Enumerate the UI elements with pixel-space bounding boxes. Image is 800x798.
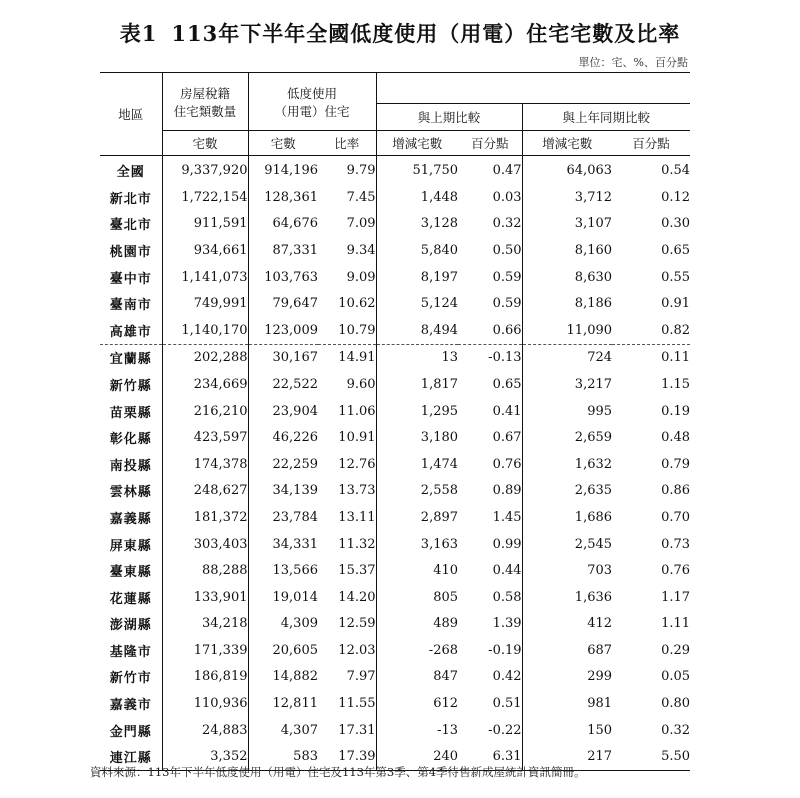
cell-ratio: 12.76: [318, 451, 376, 478]
cell-prev-change: 13: [376, 344, 458, 371]
table-row: [100, 451, 690, 478]
cell-tax-units: 181,372: [162, 504, 248, 531]
cell-ratio: 13.11: [318, 504, 376, 531]
cell-year-pct: 0.86: [661, 483, 691, 499]
cell-tax-units: 216,210: [162, 398, 248, 425]
cell-year-change: 2,659: [574, 430, 613, 446]
cell-prev-change: 410: [433, 563, 459, 579]
cell-year-pct: 0.55: [661, 269, 691, 285]
cell-ratio: 12.59: [318, 611, 376, 638]
cell-region: 全國: [100, 156, 162, 185]
cell-prev-pct: 0.89: [458, 478, 522, 505]
cell-region: 新竹縣: [100, 371, 162, 398]
cell-year-pct: 0.80: [661, 696, 691, 712]
cell-tax-units: 234,669: [162, 371, 248, 398]
cell-prev-change: 489: [433, 616, 459, 632]
cell-low-units: 20,605: [272, 642, 318, 658]
cell-prev-change: 240: [376, 743, 458, 770]
cell-year-pct: 0.48: [661, 430, 691, 446]
cell-prev-change: -268: [428, 642, 459, 658]
cell-tax-units: 202,288: [162, 344, 248, 371]
header-prev-period: 與上期比較: [376, 104, 522, 131]
cell-region: 高雄市: [100, 317, 162, 344]
cell-prev-change: 805: [433, 589, 459, 605]
cell-region: 金門縣: [100, 717, 162, 744]
table-body: [100, 156, 690, 771]
cell-prev-pct: -0.19: [458, 637, 522, 664]
cell-low-units: 23,784: [272, 509, 318, 525]
cell-ratio: 12.03: [318, 637, 376, 664]
header-sub-units: 宅數: [162, 131, 248, 156]
header-tax-units: [162, 73, 248, 131]
statistics-table: [100, 72, 690, 771]
cell-low-units: 64,676: [272, 216, 318, 232]
table-title: 113年下半年全國低度使用（用電）住宅宅數及比率: [171, 21, 681, 46]
table-row: [100, 371, 690, 398]
cell-year-change: 150: [587, 722, 613, 738]
cell-ratio: 9.60: [318, 371, 376, 398]
cell-ratio: 17.39: [318, 743, 376, 770]
cell-year-pct: 0.32: [661, 722, 691, 738]
cell-region: 雲林縣: [100, 478, 162, 505]
cell-region: 臺北市: [100, 211, 162, 238]
cell-ratio: 17.31: [318, 717, 376, 744]
source-note: 資料來源：113年下半年低度使用（用電）住宅及113年第3季、第4季待售新成屋統計資訊簡冊。: [90, 765, 586, 779]
cell-prev-pct: 1.45: [458, 504, 522, 531]
cell-ratio: 14.20: [318, 584, 376, 611]
cell-year-change: 2,635: [574, 483, 613, 499]
header-region: 地區: [100, 73, 162, 156]
cell-year-change: 8,630: [574, 269, 613, 285]
header-sub-ratio: 比率: [318, 131, 376, 156]
cell-prev-change: 2,558: [420, 483, 459, 499]
cell-prev-pct: 1.39: [458, 611, 522, 638]
cell-tax-units: 171,339: [162, 637, 248, 664]
table-row: [100, 664, 690, 691]
cell-year-pct: 1.11: [661, 616, 691, 632]
cell-year-change: 3,217: [574, 376, 613, 392]
cell-ratio: 11.32: [318, 531, 376, 558]
cell-tax-units: 24,883: [162, 717, 248, 744]
cell-ratio: 14.91: [318, 344, 376, 371]
cell-year-change: 64,063: [566, 162, 613, 178]
cell-year-change: 3,107: [574, 216, 613, 232]
cell-year-pct: 0.19: [661, 403, 691, 419]
cell-prev-change: 2,897: [420, 509, 459, 525]
header-low-usage: [248, 73, 376, 131]
cell-prev-pct: 0.03: [458, 184, 522, 211]
cell-prev-pct: 0.44: [458, 557, 522, 584]
cell-tax-units: 911,591: [162, 211, 248, 238]
cell-low-units: 4,307: [280, 722, 318, 738]
cell-region: 新竹市: [100, 664, 162, 691]
cell-region: 宜蘭縣: [100, 344, 162, 371]
table-row: [100, 717, 690, 744]
cell-ratio: 9.34: [318, 237, 376, 264]
cell-prev-pct: 0.66: [458, 317, 522, 344]
cell-prev-pct: 0.41: [458, 398, 522, 425]
cell-low-units: 46,226: [272, 430, 318, 446]
table-row: [100, 317, 690, 344]
cell-prev-change: 3,163: [420, 536, 459, 552]
header-low-line1: 低度使用: [287, 85, 338, 101]
cell-low-units: 123,009: [264, 322, 318, 338]
cell-year-change: 217: [522, 743, 612, 770]
cell-prev-pct: 0.50: [458, 237, 522, 264]
cell-region: 嘉義市: [100, 690, 162, 717]
cell-prev-change: 8,197: [420, 269, 459, 285]
table-row: [100, 237, 690, 264]
cell-ratio: 11.06: [318, 398, 376, 425]
table-row: [100, 478, 690, 505]
cell-low-units: 128,361: [264, 189, 318, 205]
cell-ratio: 7.45: [318, 184, 376, 211]
cell-prev-pct: 0.58: [458, 584, 522, 611]
cell-region: 南投縣: [100, 451, 162, 478]
cell-year-pct: 1.17: [661, 589, 691, 605]
cell-tax-units: 1,140,170: [162, 317, 248, 344]
cell-tax-units: 1,141,073: [162, 264, 248, 291]
table-row: [100, 290, 690, 317]
cell-tax-units: 110,936: [162, 690, 248, 717]
cell-year-change: 703: [587, 563, 613, 579]
cell-ratio: 11.55: [318, 690, 376, 717]
cell-region: 連江縣: [100, 743, 162, 770]
cell-low-units: 13,566: [272, 563, 318, 579]
table-row: [100, 504, 690, 531]
cell-region: 臺中市: [100, 264, 162, 291]
cell-low-units: 34,139: [272, 483, 318, 499]
table-row: [100, 211, 690, 238]
unit-note: 單位：宅、%、百分點: [578, 56, 688, 69]
cell-low-units: 79,647: [272, 296, 318, 312]
cell-region: 基隆市: [100, 637, 162, 664]
cell-year-change: 11,090: [566, 322, 613, 338]
cell-region: 臺南市: [100, 290, 162, 317]
cell-tax-units: 9,337,920: [162, 156, 248, 185]
cell-region: 臺東縣: [100, 557, 162, 584]
table-row: [100, 531, 690, 558]
cell-tax-units: 1,722,154: [162, 184, 248, 211]
cell-tax-units: 749,991: [162, 290, 248, 317]
cell-year-pct: 0.79: [661, 456, 691, 472]
cell-year-pct: 0.29: [661, 642, 691, 658]
cell-prev-change: 847: [433, 669, 459, 685]
cell-year-pct: 1.15: [661, 376, 691, 392]
cell-region: 屏東縣: [100, 531, 162, 558]
cell-year-change: 3,712: [574, 189, 613, 205]
cell-year-change: 1,632: [574, 456, 613, 472]
cell-prev-pct: -0.22: [458, 717, 522, 744]
cell-ratio: 15.37: [318, 557, 376, 584]
table-row: [100, 557, 690, 584]
cell-prev-change: 51,750: [412, 162, 459, 178]
cell-prev-pct: 0.51: [458, 690, 522, 717]
cell-region: 嘉義縣: [100, 504, 162, 531]
cell-year-pct: 0.76: [661, 563, 691, 579]
cell-year-pct: 0.12: [661, 189, 691, 205]
table-number: 表1: [119, 21, 158, 46]
cell-year-change: 981: [587, 696, 613, 712]
cell-year-pct: 0.11: [612, 344, 690, 371]
cell-year-change: 2,545: [574, 536, 613, 552]
cell-prev-change: 1,295: [420, 403, 459, 419]
header-sub-year-change: 增減宅數: [522, 131, 612, 156]
cell-prev-change: 1,448: [420, 189, 459, 205]
table-row: [100, 344, 690, 371]
cell-low-units: 103,763: [264, 269, 318, 285]
cell-year-pct: 0.82: [661, 322, 691, 338]
cell-low-units: 19,014: [272, 589, 318, 605]
cell-region: 新北市: [100, 184, 162, 211]
cell-prev-pct: 0.65: [458, 371, 522, 398]
cell-ratio: 10.62: [318, 290, 376, 317]
cell-low-units: 12,811: [272, 696, 318, 712]
page-title: [0, 18, 800, 48]
header-tax-line1: 房屋稅籍: [179, 85, 230, 101]
cell-year-change: 724: [522, 344, 612, 371]
cell-region: 桃園市: [100, 237, 162, 264]
cell-prev-change: 5,124: [420, 296, 459, 312]
cell-ratio: 13.73: [318, 478, 376, 505]
cell-prev-change: 8,494: [420, 322, 459, 338]
table-row: [100, 264, 690, 291]
cell-tax-units: 303,403: [162, 531, 248, 558]
cell-year-pct: 0.73: [661, 536, 691, 552]
cell-prev-change: 1,474: [420, 456, 459, 472]
cell-tax-units: 3,352: [162, 743, 248, 770]
cell-tax-units: 186,819: [162, 664, 248, 691]
cell-region: 彰化縣: [100, 424, 162, 451]
table-row: [100, 584, 690, 611]
cell-year-change: 8,160: [574, 242, 613, 258]
cell-low-units: 14,882: [272, 669, 318, 685]
cell-year-pct: 0.30: [661, 216, 691, 232]
cell-year-pct: 0.91: [661, 296, 691, 312]
cell-prev-pct: 0.67: [458, 424, 522, 451]
cell-year-change: 1,686: [574, 509, 613, 525]
header-sub-year-pct: 百分點: [612, 131, 690, 156]
cell-ratio: 9.79: [318, 156, 376, 185]
cell-ratio: 9.09: [318, 264, 376, 291]
cell-low-units: 4,309: [280, 616, 318, 632]
cell-prev-change: 3,180: [420, 430, 459, 446]
cell-ratio: 7.97: [318, 664, 376, 691]
cell-low-units: 583: [248, 743, 318, 770]
cell-prev-pct: 0.42: [458, 664, 522, 691]
cell-low-units: 914,196: [264, 162, 318, 178]
header-low-line2: （用電）住宅: [274, 103, 350, 119]
cell-prev-change: 1,817: [420, 376, 459, 392]
cell-tax-units: 34,218: [162, 611, 248, 638]
cell-year-change: 412: [587, 616, 613, 632]
cell-tax-units: 248,627: [162, 478, 248, 505]
header-spacer: [376, 73, 690, 104]
table-row: [100, 424, 690, 451]
cell-year-pct: 0.54: [661, 162, 691, 178]
cell-prev-pct: 6.31: [458, 743, 522, 770]
cell-region: 苗栗縣: [100, 398, 162, 425]
table-row: [100, 398, 690, 425]
cell-region: 澎湖縣: [100, 611, 162, 638]
cell-year-pct: 0.65: [661, 242, 691, 258]
header-sub-prev-change: 增減宅數: [376, 131, 458, 156]
cell-year-change: 8,186: [574, 296, 613, 312]
cell-prev-pct: 0.59: [458, 264, 522, 291]
cell-prev-change: 612: [433, 696, 459, 712]
cell-year-change: 687: [587, 642, 613, 658]
table-row: [100, 690, 690, 717]
cell-tax-units: 174,378: [162, 451, 248, 478]
cell-prev-pct: -0.13: [458, 344, 522, 371]
cell-prev-change: -13: [437, 722, 459, 738]
cell-year-pct: 0.05: [661, 669, 691, 685]
cell-low-units: 87,331: [272, 242, 318, 258]
cell-low-units: 34,331: [272, 536, 318, 552]
cell-tax-units: 88,288: [162, 557, 248, 584]
cell-prev-change: 5,840: [420, 242, 459, 258]
cell-prev-pct: 0.76: [458, 451, 522, 478]
cell-tax-units: 423,597: [162, 424, 248, 451]
cell-ratio: 7.09: [318, 211, 376, 238]
cell-region: 花蓮縣: [100, 584, 162, 611]
cell-tax-units: 934,661: [162, 237, 248, 264]
cell-tax-units: 133,901: [162, 584, 248, 611]
header-sub-prev-pct: 百分點: [458, 131, 522, 156]
cell-low-units: 23,904: [272, 403, 318, 419]
cell-prev-pct: 0.59: [458, 290, 522, 317]
cell-ratio: 10.91: [318, 424, 376, 451]
cell-low-units: 22,259: [272, 456, 318, 472]
header-sub-low-units: 宅數: [248, 131, 318, 156]
cell-year-pct: 0.70: [661, 509, 691, 525]
cell-ratio: 10.79: [318, 317, 376, 344]
header-tax-line2: 住宅類數量: [173, 103, 237, 119]
cell-prev-pct: 0.32: [458, 211, 522, 238]
table-row: [100, 637, 690, 664]
table-row: [100, 611, 690, 638]
cell-year-pct: 5.50: [612, 743, 690, 770]
cell-year-change: 995: [587, 403, 613, 419]
cell-prev-pct: 0.99: [458, 531, 522, 558]
cell-prev-pct: 0.47: [458, 156, 522, 185]
cell-year-change: 299: [587, 669, 613, 685]
cell-low-units: 30,167: [248, 344, 318, 371]
header-prev-year: 與上年同期比較: [522, 104, 690, 131]
cell-prev-change: 3,128: [420, 216, 459, 232]
table-row: [100, 184, 690, 211]
cell-year-change: 1,636: [574, 589, 613, 605]
table-row: [100, 156, 690, 185]
cell-low-units: 22,522: [272, 376, 318, 392]
